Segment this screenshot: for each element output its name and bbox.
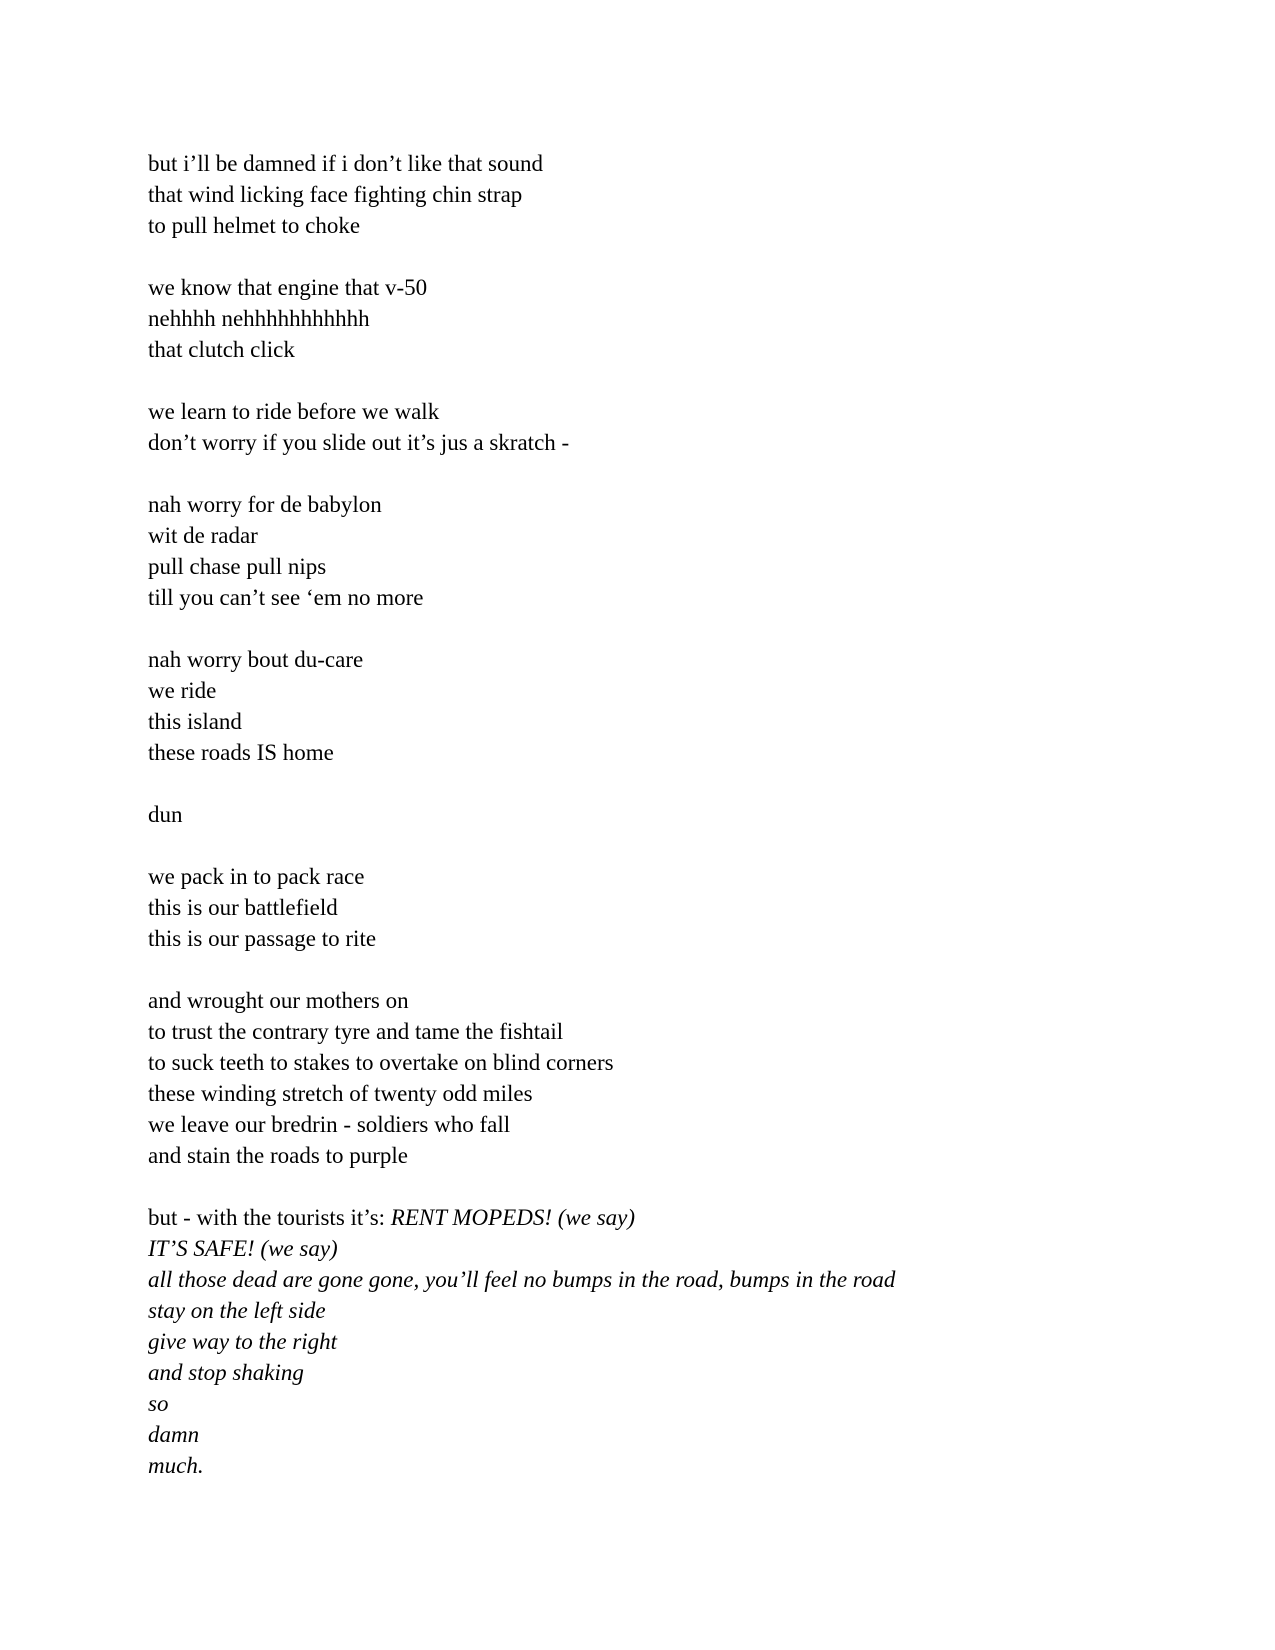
poem-line: dun — [148, 802, 183, 827]
poem-line: that wind licking face fighting chin strap — [148, 182, 523, 207]
stanza-8 — [148, 985, 1208, 1171]
poem-line: don’t worry if you slide out it’s jus a skratch - — [148, 430, 570, 455]
poem-line: to suck teeth to stakes to overtake on blind corners — [148, 1050, 614, 1075]
stanza-3 — [148, 396, 1208, 458]
stanza-4 — [148, 489, 1208, 613]
stanza-5 — [148, 644, 1208, 768]
poem-line-italic: much. — [148, 1453, 204, 1478]
poem-line: this is our passage to rite — [148, 926, 377, 951]
poem-line-italic: IT’S SAFE! (we say) — [148, 1236, 338, 1261]
poem-line: wit de radar — [148, 523, 258, 548]
poem-line-italic: give way to the right — [148, 1329, 338, 1354]
stanza-1 — [148, 148, 1208, 241]
poem-line: till you can’t see ‘em no more — [148, 585, 424, 610]
poem-line: we pack in to pack race — [148, 864, 365, 889]
stanza-9 — [148, 1202, 1208, 1481]
poem-line: these winding stretch of twenty odd miles — [148, 1081, 533, 1106]
poem-line: and wrought our mothers on — [148, 988, 409, 1013]
stanza-7 — [148, 861, 1208, 954]
poem-line: to pull helmet to choke — [148, 213, 361, 238]
poem-line: we learn to ride before we walk — [148, 399, 440, 424]
poem-line-italic: stay on the left side — [148, 1298, 326, 1323]
poem-line: we leave our bredrin - soldiers who fall — [148, 1112, 511, 1137]
poem-page — [148, 148, 1208, 1512]
poem-line-italic: all those dead are gone gone, you’ll feel no bumps in the road, bumps in the road — [148, 1267, 896, 1292]
stanza-2 — [148, 272, 1208, 365]
poem-line: but i’ll be damned if i don’t like that sound — [148, 151, 543, 176]
stanza-6 — [148, 799, 1208, 830]
poem-line-italic: so — [148, 1391, 169, 1416]
poem-line: we know that engine that v-50 — [148, 275, 428, 300]
poem-line-italic-part: RENT MOPEDS! (we say) — [390, 1205, 636, 1230]
poem-line: to trust the contrary tyre and tame the fishtail — [148, 1019, 564, 1044]
poem-line: these roads IS home — [148, 740, 334, 765]
poem-line: and stain the roads to purple — [148, 1143, 408, 1168]
poem-line: this island — [148, 709, 242, 734]
poem-line: that clutch click — [148, 337, 295, 362]
poem-line: nehhhh nehhhhhhhhhhh — [148, 306, 370, 331]
poem-line-mixed — [148, 1202, 1208, 1233]
poem-line: nah worry bout du-care — [148, 647, 364, 672]
poem-line: we ride — [148, 678, 217, 703]
poem-line: nah worry for de babylon — [148, 492, 382, 517]
poem-line-italic: and stop shaking — [148, 1360, 304, 1385]
poem-line-italic: damn — [148, 1422, 200, 1447]
poem-line: pull chase pull nips — [148, 554, 327, 579]
poem-line-plain-part: but - with the tourists it’s: — [148, 1205, 391, 1230]
poem-line: this is our battlefield — [148, 895, 338, 920]
